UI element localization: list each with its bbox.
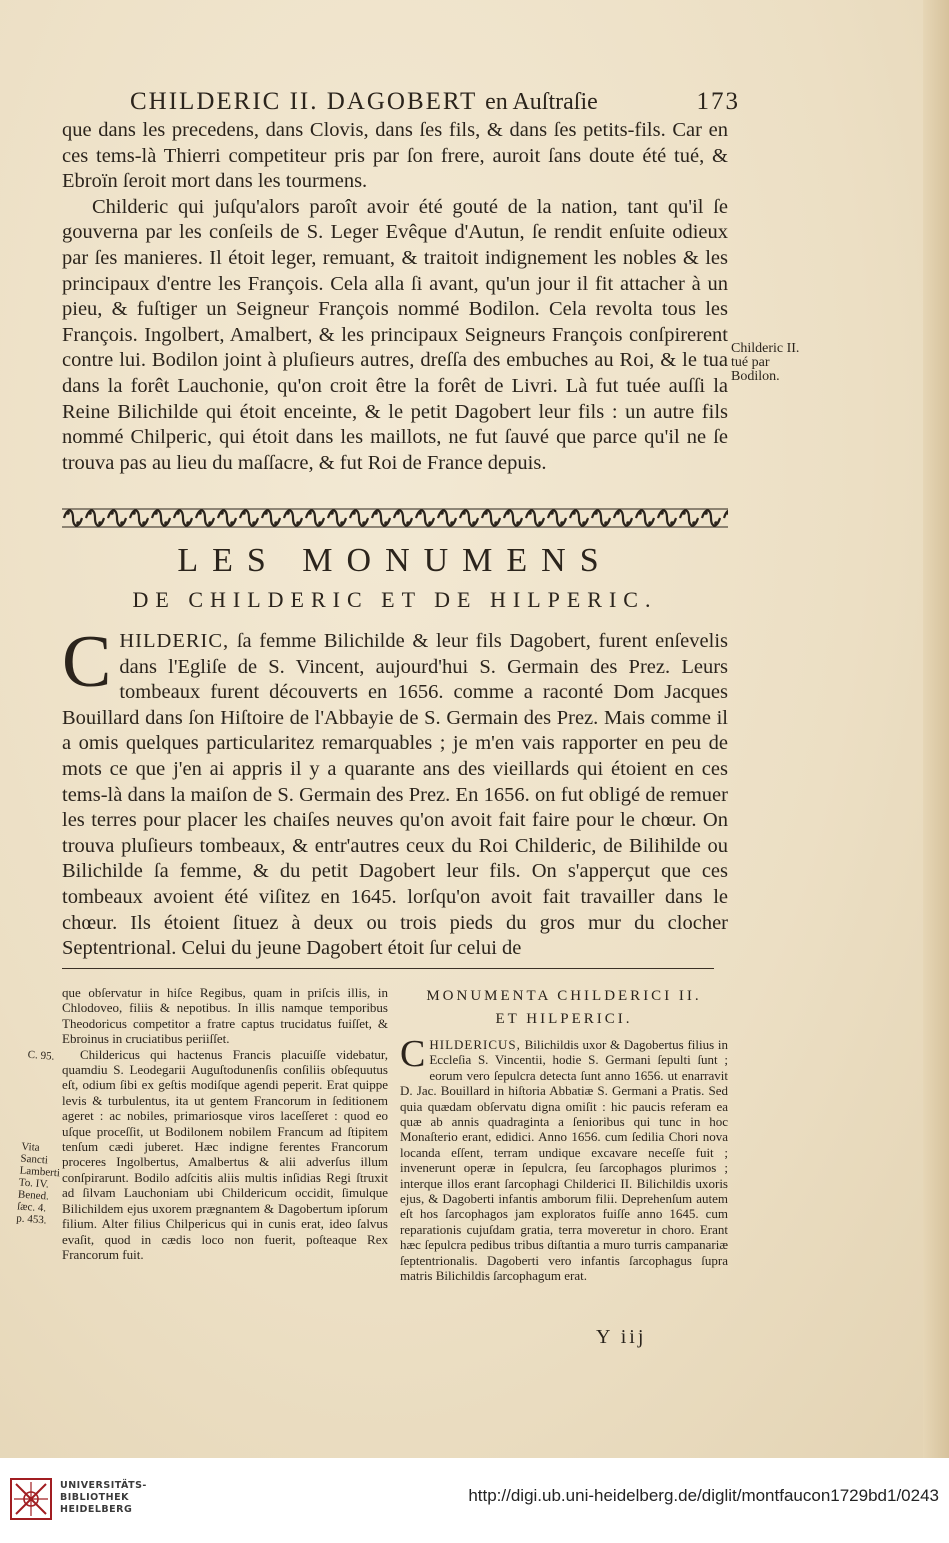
smallcaps-word: HILDERIC,: [119, 630, 230, 652]
section-text: [62, 621, 728, 962]
footnote-margin-note: Vita Sancti Lamberti To. IV. Bened. ſæc. 4. p. 453.: [15, 1140, 61, 1227]
footnote-right-subheading: ET HILPERICI.: [495, 1011, 633, 1027]
university-seal-icon: [10, 1478, 52, 1520]
library-name: [60, 1480, 147, 1516]
signature-mark: Y iij: [596, 1326, 647, 1348]
footnote-right-heading: MONUMENTA CHILDERICI II.: [426, 988, 702, 1004]
footnote-right-body: Bilichildis uxor & Dagobertus filius in Eccleſia S. Vincentii, hodie S. Germani ſepulti ſunt ; eorum vero ſepulcra detecta ſunt anno 1656. ut enarravit D. Jac. Bouillard in hiſtoria Abbatiæ S. Germani a Pratis. Sed quia quædam obſervatu digna omiſit : hic paucis referam ea quæ ab annis quadraginta a ſenioribus qui tunc in hoc Monaſterio erant, edidici. Anno 1656. cum ſedilia Chori nova locanda eſſent, terram undique excavare neceſſe fuit ; invenerunt operæ in ſepulcra, ſeu ſarcophagos plurimos ; interque illos erant ſarcophagi Childerici II. Bilichildis uxoris ejus, & Dagoberti infantis amborum filii. Deprehenſum autem eſt hos ſarcophagos jam exploratos fuiſſe anno 1645. cum reparationis cujuſdam gratia, terra moveretur in choro. Erant hæc ſepulcra pedibus tribus diſtantia a muro turris campanariæ ſeptentrionalis. Dagoberti vero infantis ſarcophagus ſupra matris Bilichildis ſarcophagum erat.: [400, 1037, 728, 1284]
footnote-margin: [16, 1049, 68, 1227]
footnote-right-column: [400, 1033, 728, 1284]
running-head-title: [130, 88, 598, 116]
running-head: [130, 88, 740, 116]
library-name-line: HEIDELBERG: [60, 1504, 133, 1515]
running-head-caps: CHILDERIC II. DAGOBERT: [130, 88, 477, 115]
main-paragraph: que dans les precedens, dans Clovis, dans ſes fils, & dans ſes petits-fils. Car en ces tems-là Thierri competiteur pris par ſon frere, auroit ſans doute été tué, & Ebroïn ſeroit mort dans les tourmens.: [62, 119, 728, 193]
section-paragraph: [62, 621, 728, 962]
main-text: [62, 118, 728, 476]
marginal-note: Childeric II. tué par Bodilon.: [731, 341, 800, 384]
main-paragraph: Childeric qui juſqu'alors paroît avoir été gouté de la nation, tant qu'il ſe gouverna par les conſeils de S. Leger Evêque d'Autun, ſe rendit enſuite odieux par ſes manieres. Il étoit leger, remuant, & traitoit indignement les nobles & les principaux d'entre les François. Cela alla ſi avant, qu'un jour il fit attacher à un pieu, & fuſtiger un Seigneur François nommé Bodilon. Cela revolta tous les François. Ingolbert, Amalbert, & les principaux Seigneurs François conſpirerent contre lui. Bodilon joint à pluſieurs autres, dreſſa des embuches au Roi, & le tua dans la forêt Lauchonie, qu'on croit être la forêt de Livri. Là fut tuée auſſi la Reine Bilichilde qui étoit enceinte, & le petit Dagobert leur fils : un autre fils nommé Chilperic, qui étoit dans les maillots, ne fut ſauvé que parce qu'il ne ſe trouva pas au lieu du maſſacre, & fut Roi de France depuis.: [62, 195, 728, 474]
footnote-paragraph: Childericus qui hactenus Francis placuiſſe videbatur, quamdiu S. Leodegarii Auguſtodunenſis conſiliis obſequutus eſt, odium ſibi ex geſtis modiſque agendi peperit. Erat quippe levis & turbulentus, ita ut gentem Francorum in ſeditionem ageret : ac nobiles, primariosque viros laceſſeret : quod eo uſque proceſſit, ut Bodilonem nobilem Francum ad ſtipitem tenſum cædi juberet. Hæc indigne ferentes Francorum proceres Ingolbertus, Amalbertus & alii adverſus illum conſpirarunt. Bodilo adſcitis aliis multis inſidias Regi ſtruxit ad ſilvam Lauchoniam ubi Childericum occidit, ſimulque Bilichildem ejus uxorem prægnantem & Dagobertum ipſorum filium. Alter filius Chilpericus qui in cunis erat, ideo ſalvus evaſit, quod in cædis loco non fuerit, poſteaque Rex Francorum fuit.: [62, 1046, 388, 1262]
library-name-line: BIBLIOTHEK: [60, 1492, 129, 1503]
footnote-margin-note: C. 95.: [27, 1048, 55, 1063]
page-number: 173: [696, 88, 740, 115]
footnote-rule: [62, 968, 714, 969]
section-title: LES MONUMENS: [177, 542, 613, 579]
section-subtitle: DE CHILDERIC ET DE HILPERIC.: [132, 587, 658, 612]
footnote-smallcaps-word: HILDERICUS,: [429, 1037, 521, 1052]
section-body: ſa femme Bilichilde & leur fils Dagobert, furent enſevelis dans l'Egliſe de S. Vincent, aujourd'hui S. Germain des Prez. Leurs tombeaux furent découverts en 1656. comme a raconté Dom Jacques Bouillard dans ſon Hiſtoire de l'Abbayie de S. Germain des Prez. Mais comme il a omis quelques particularitez remarquables ; je m'en vais rapporter en peu de mots ce que j'en ai appris il y a quarante ans des vieillards qui étoient en ces tems-là dans la maiſon de S. Germain des Prez. En 1656. on fut obligé de remuer les terres pour placer les chaiſes neuves qu'on avoit fait faire pour le chœur. On trouva pluſieurs tombeaux, & entr'autres ceux du Roi Childeric, de Bilihilde ou Bilichilde ſa femme, & du petit Dagobert leur fils. On s'apperçut que ces tombeaux avoient été viſitez en 1645. lorſqu'on avoit fait travailler dans le chœur. Ils étoient ſituez à deux ou trois pieds du gros mur du clocher Septentrional. Celui du jeune Dagobert étoit ſur celui de: [62, 630, 728, 960]
ornament-band-icon: [62, 505, 728, 531]
ornament-band: [62, 505, 728, 531]
running-head-lower: en Auſtraſie: [485, 89, 598, 115]
page-edge: [923, 0, 949, 1458]
footnote-paragraph: que obſervatur in hiſce Regibus, quam in priſcis illis, in Chlodoveo, filiis & nepotibus. In illis namque temporibus Theodoricus competitor a fratre captus trucidatus fuiſſet, & Ebroinus in cruciatibus periiſſet.: [62, 985, 388, 1047]
footnote-paragraph: [400, 1033, 728, 1284]
footnote-left-column: [62, 985, 388, 1262]
footnote-dropcap: C: [400, 1033, 426, 1075]
source-url: http://digi.ub.uni-heidelberg.de/diglit/montfaucon1729bd1/0243: [468, 1486, 939, 1505]
dropcap: C: [62, 621, 112, 703]
library-name-line: UNIVERSITÄTS-: [60, 1480, 147, 1491]
